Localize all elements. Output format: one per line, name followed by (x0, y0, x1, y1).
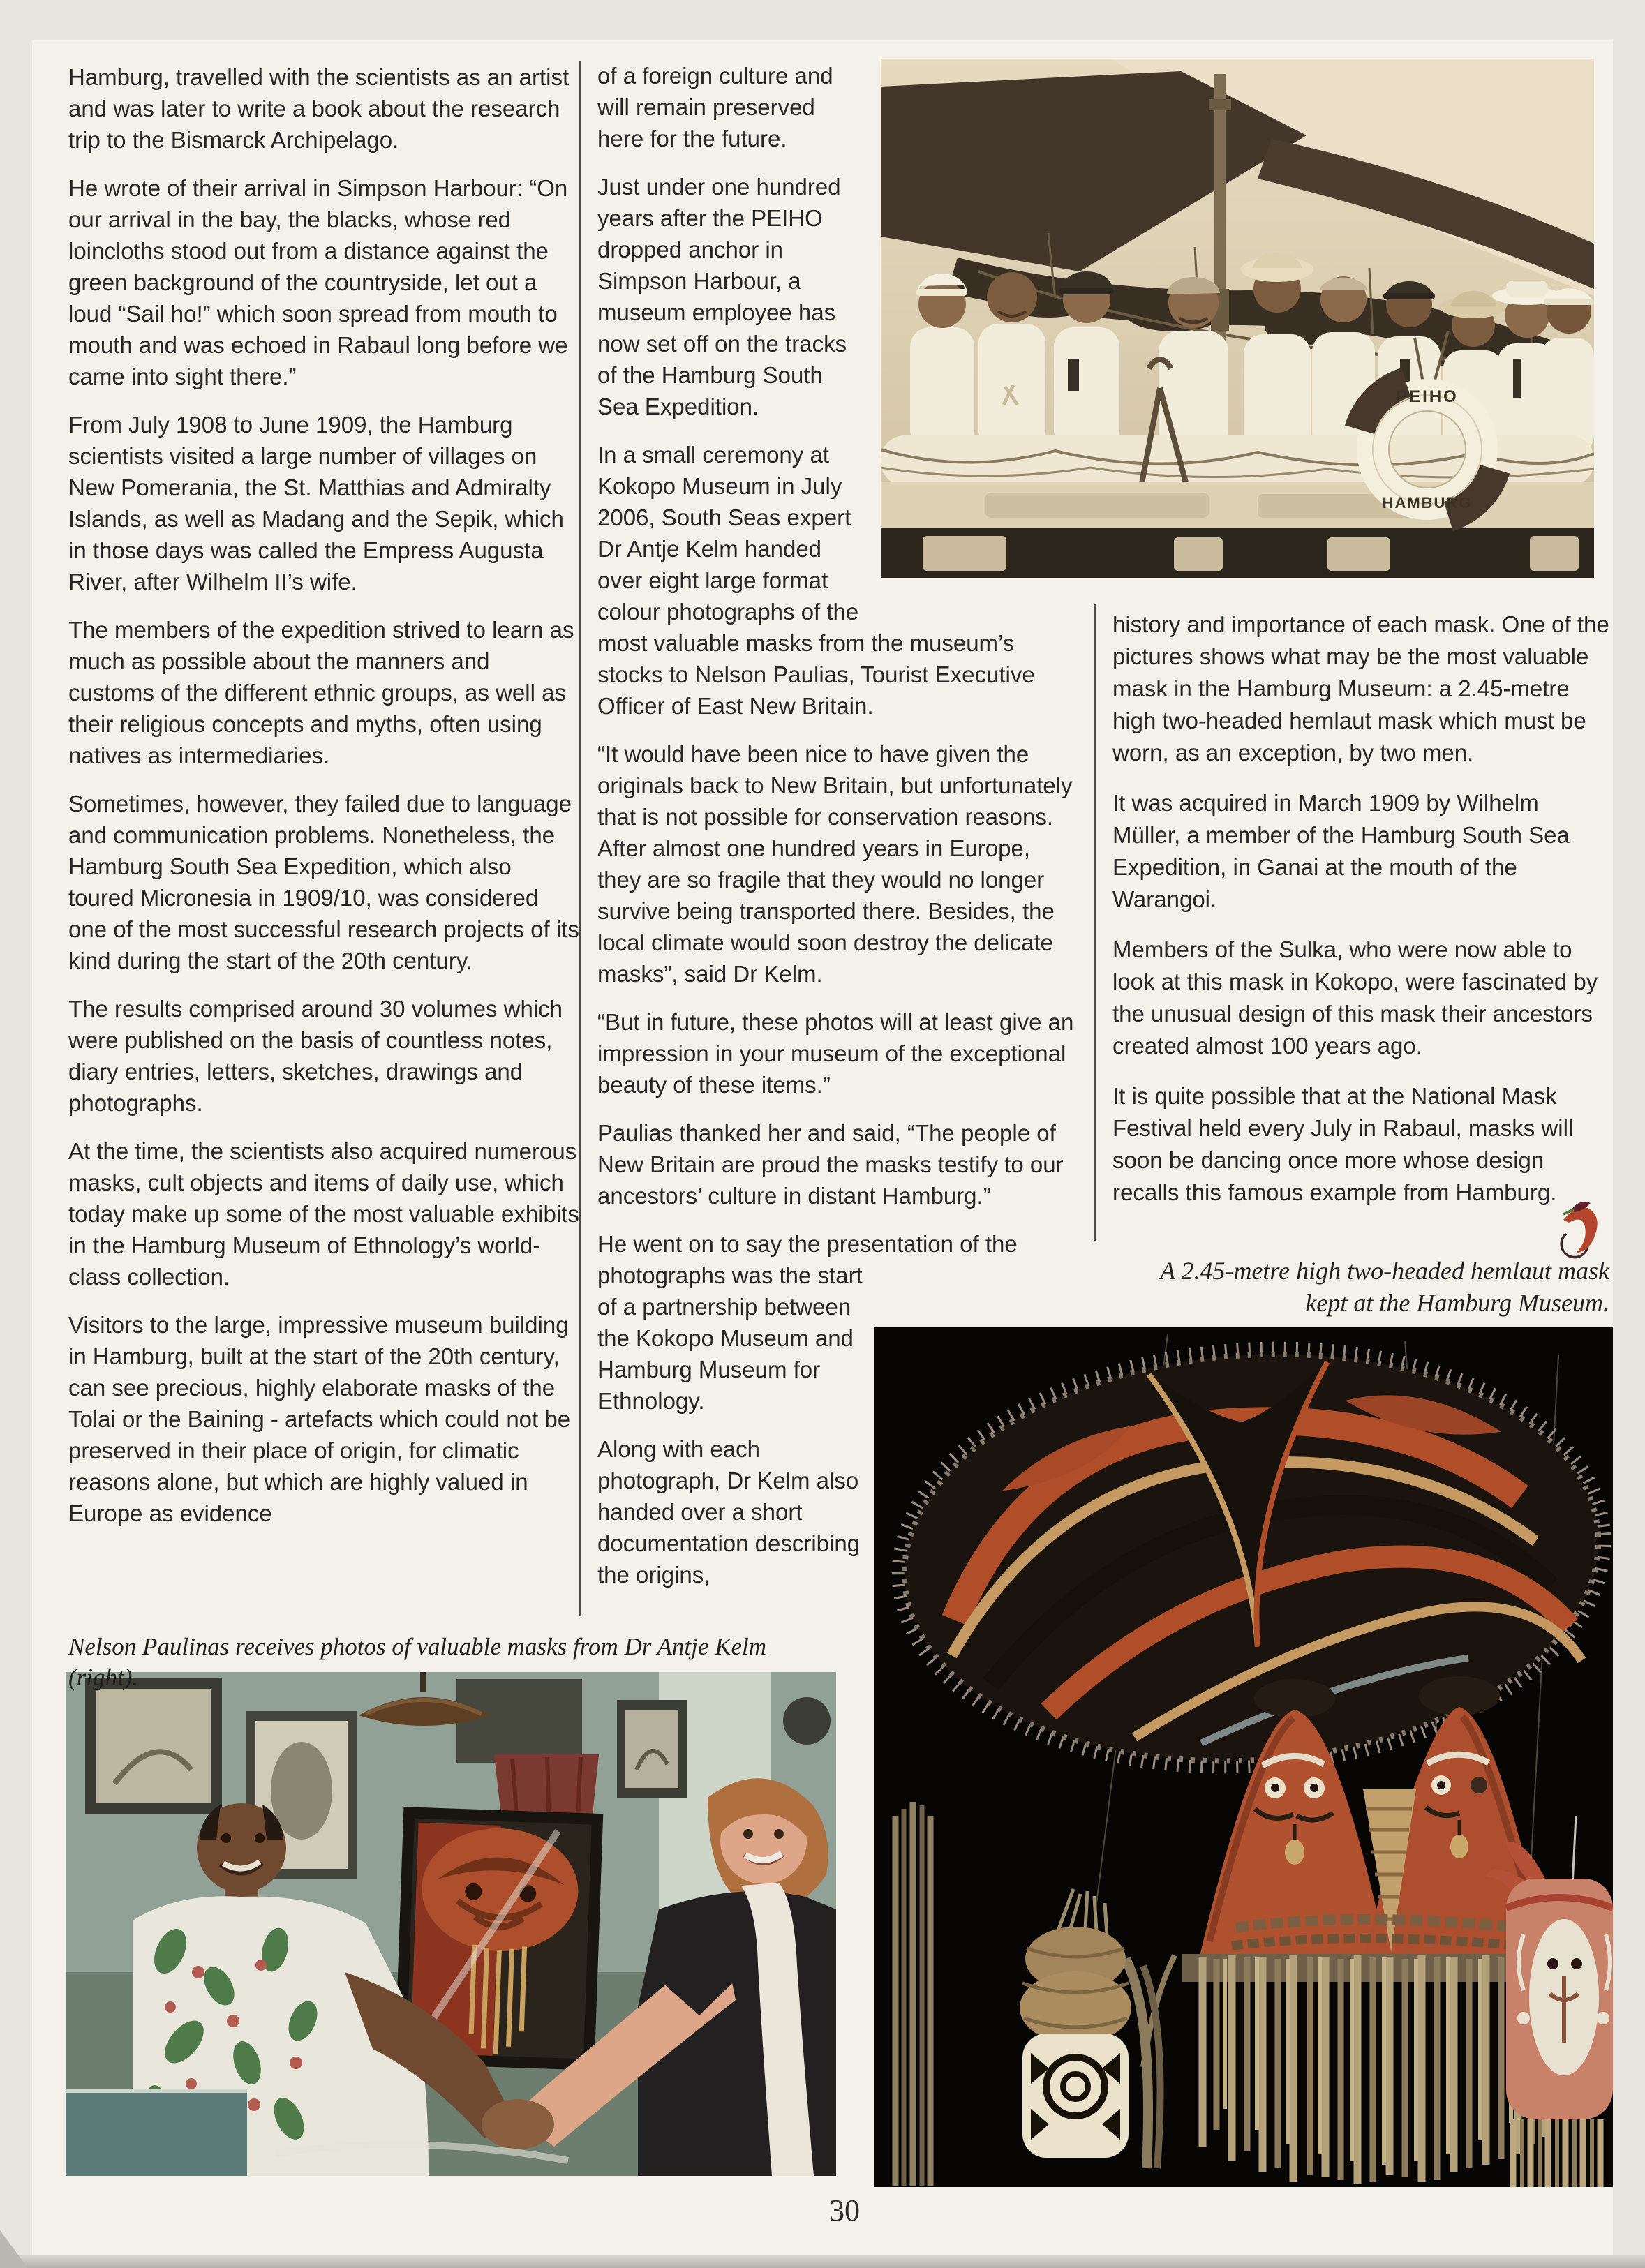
paragraph: Members of the Sulka, who were now able to look at this mask in Kokopo, were fascinated by the unusual design of this mask their ancestors created almost 100 years ago. (1112, 937, 1598, 1059)
paragraph: “But in future, these photos will at least give an impression in your museum of the exceptional beauty of these items.” (597, 1009, 1074, 1098)
paragraph: Paulias thanked her and said, “The people of New Britain are proud the masks testify to our ancestors’ culture in distant Hamburg.” (597, 1120, 1064, 1209)
paragraph: It was acquired in March 1909 by Wilhelm Müller, a member of the Hamburg South Sea Expedition, in Ganai at the mouth of the Warangoi. (1112, 790, 1570, 912)
hemlaut-mask-display-photo (874, 1327, 1613, 2187)
paragraph: At the time, the scientists also acquired numerous masks, cult objects and items of daily use, which today make up some of the most valuable exhibits in the Hamburg Museum of Ethnology’s world-class collection. (68, 1138, 579, 1290)
right-column (1112, 609, 1609, 1225)
paragraph: Along with each photograph, Dr Kelm also handed over a short documentation describing the origins, (597, 1436, 861, 1588)
paragraph: The results comprised around 30 volumes which were published on the basis of countless notes, diary entries, letters, sketches, drawings and photographs. (68, 996, 563, 1116)
handshake (482, 2099, 554, 2149)
paragraph: Just under one hundred years after the PEIHO dropped anchor in Simpson Harbour, a museum employee has now set off on the tracks of the Hamburg South Sea Expedition. (597, 174, 847, 419)
paragraph: In a small ceremony at Kokopo Museum in July 2006, South Seas expert Dr Antje Kelm handed over eight large format colour photographs of the most valuable masks from the museum’s stocks to Nelson Paulias, Tourist Executive Officer of East New Britain. (597, 442, 1035, 719)
expedition-ship-photo (881, 59, 1594, 578)
paragraph: Visitors to the large, impressive museum building in Hamburg, built at the start of the 20th century, can see precious, highly elaborate masks of the Tolai or the Baining - artefacts which could not be preserved in their place of origin, for climatic reasons alone, but which are highly valued in Europe as evidence (68, 1312, 571, 1526)
photo-handover (66, 1672, 836, 2176)
paragraph-part: photographs was the start of a partnership between the Kokopo Museum and Hamburg Museum for Ethnology. (597, 1262, 863, 1414)
paragraph: It is quite possible that at the National Mask Festival held every July in Rabaul, masks will soon be dancing once more whose design recalls this famous example from Hamburg. (1112, 1083, 1574, 1205)
paragraph: The members of the expedition strived to learn as much as possible about the manners and customs of the different ethnic groups, as well as their religious concepts and myths, often using natives as intermediaries. (68, 617, 574, 768)
paragraph: He wrote of their arrival in Simpson Harbour: “On our arrival in the bay, the blacks, whose red loincloths stood out from a distance against the green background of the countryside, let out a loud “Sail ho!” which soon spread from mouth to mouth and was echoed in Rabaul long before we came into sight there.” (68, 175, 568, 389)
paragraph: history and importance of each mask. One of the pictures shows what may be the most valuable mask in the Hamburg Museum: a 2.45-metre high two-headed hemlaut mask which must be worn, as an exception, by two men. (1112, 611, 1609, 766)
page-number: 30 (829, 2193, 860, 2228)
column-rule-left (579, 61, 581, 1616)
end-of-article-bird-icon (1548, 1198, 1601, 1259)
lifebuoy-text-top: PEIHO (1396, 387, 1459, 406)
left-column (68, 61, 579, 1546)
scan-corner-shadow (0, 2230, 28, 2268)
paragraph: Sometimes, however, they failed due to language and communication problems. Nonetheless, the Hamburg South Sea Expedition, which also toured Micronesia in 1909/10, was considered one of the most successful research projects of its kind during the start of the 20th century. (68, 791, 579, 973)
paragraph-part: He went on to say the presentation of the (597, 1231, 1018, 1257)
paragraph: “It would have been nice to have given the originals back to New Britain, but unfortunately that is not possible for conservation reasons. After almost one hundred years in Europe, they are so fragile that they would no longer survive being transported there. Besides, the local climate would soon destroy the delicate masks”, said Dr Kelm. (597, 741, 1073, 987)
caption-handover-photo: Nelson Paulinas receives photos of valuable masks from Dr Antje Kelm (right). (68, 1633, 766, 1691)
paragraph: From July 1908 to June 1909, the Hamburg scientists visited a large number of villages on New Pomerania, the St. Matthias and Admiralty Islands, as well as Madang and the Sepik, which in those days was called the Empress Augusta River, after Wilhelm II’s wife. (68, 412, 564, 595)
scan-bottom-edge (0, 2255, 1645, 2268)
paragraph: of a foreign culture and will remain preserved here for the future. (597, 63, 833, 151)
lifebuoy-text-bottom: HAMBURG (1382, 494, 1473, 512)
paragraph: Hamburg, travelled with the scientists as an artist and was later to write a book about the research trip to the Bismarck Archipelago. (68, 64, 570, 153)
column-rule-right (1094, 604, 1096, 1241)
caption-hemlaut-mask: A 2.45-metre high two-headed hemlaut mask kept at the Hamburg Museum. (1160, 1257, 1609, 1317)
